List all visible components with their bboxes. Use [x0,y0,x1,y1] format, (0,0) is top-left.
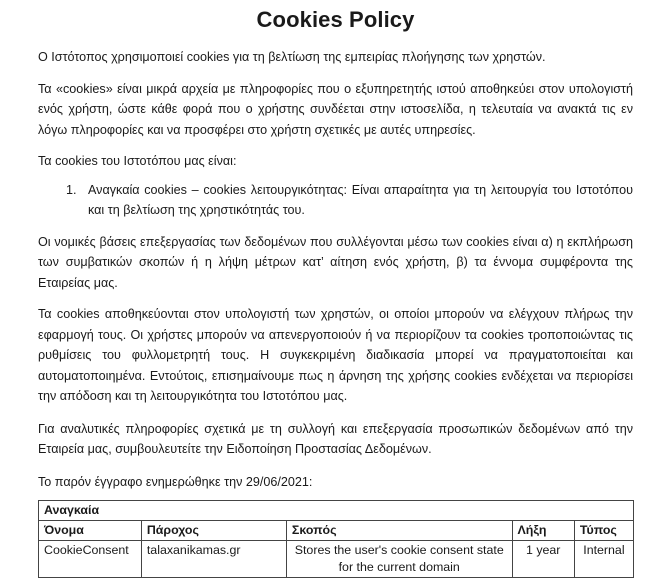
definition-paragraph: Τα «cookies» είναι μικρά αρχεία με πληροφορίες που ο εξυπηρετητής ιστού αποθηκεύει στον υπολογιστή ενός χρήστη, ώστε κάθε φορά που ο χρήστης συνδέεται στην ιστοσελίδα, η τελευταία να ανακτά τις εν λόγω πληροφορίες και να προσφέρει στο χρήστη σχετικές με αυτές υπηρεσίες. [38,81,633,137]
column-header-type: Τύπος [574,521,633,541]
table-section-row [39,501,634,521]
cell-expiry: 1 year [512,541,574,578]
page-title: Cookies Policy [256,7,415,32]
column-header-expiry: Λήξη [512,521,574,541]
cell-purpose: Stores the user's cookie consent state for the current domain [286,541,512,578]
site-cookies-paragraph: Τα cookies του Ιστοτόπου μας είναι: [38,154,237,168]
list-item: 1. Αναγκαία cookies – cookies λειτουργικότητας: Είναι απαραίτητα για τη λειτουργία του Ιστοτόπου και τη βελτίωση της χρηστικότητάς του. [80,180,633,221]
cell-type: Internal [574,541,633,578]
cell-name: CookieConsent [39,541,142,578]
legal-basis-paragraph: Οι νομικές βάσεις επεξεργασίας των δεδομένων που συλλέγονται μέσω των cookies είναι α) η εκπλήρωση των συμβατικών σκοπών ή η λήψη μέτρων κατ’ αίτηση ενός χρήστη, β) τα έννομα συμφέροντα της Εταιρείας μας. [38,234,633,290]
updated-paragraph: Το παρόν έγγραφο ενημερώθηκε την 29/06/2021: [38,474,313,489]
column-header-provider: Πάροχος [141,521,286,541]
cookies-table [38,500,634,578]
table-header-row [39,521,634,541]
table-section-title: Αναγκαία [39,501,634,521]
storage-paragraph: Τα cookies αποθηκεύονται στον υπολογιστή των χρηστών, οι οποίοι μπορούν να ελέγχουν πλήρως την εφαρμογή τους. Οι χρήστες μπορούν να απενεργοποιούν ή να περιορίζουν τα cookies τροποποιώντας τις ρυθμίσεις του φυλλομετρητή τους. Η συγκεκριμένη διαδικασία μπορεί να πραγματοποιείται και αυτοματοποιημένα. Εντούτοις, επισημαίνουμε πως η άρνηση της χρήσης cookies ενδέχεται να περιορίσει την απόδοση και τη λειτουργικότητα του Ιστοτόπου μας. [38,307,633,403]
cell-provider: talaxanikamas.gr [141,541,286,578]
cookie-category-list [38,180,633,221]
table-row [39,541,634,578]
intro-paragraph: Ο Ιστότοπος χρησιμοποιεί cookies για τη βελτίωση της εμπειρίας πλοήγησης των χρηστών. [38,50,546,64]
column-header-purpose: Σκοπός [286,521,512,541]
column-header-name: Όνομα [39,521,142,541]
more-info-paragraph: Για αναλυτικές πληροφορίες σχετικά με τη συλλογή και επεξεργασία προσωπικών δεδομένων από την Εταιρεία μας, συμβουλευτείτε την Ειδοποίηση Προστασίας Δεδομένων. [38,421,633,456]
